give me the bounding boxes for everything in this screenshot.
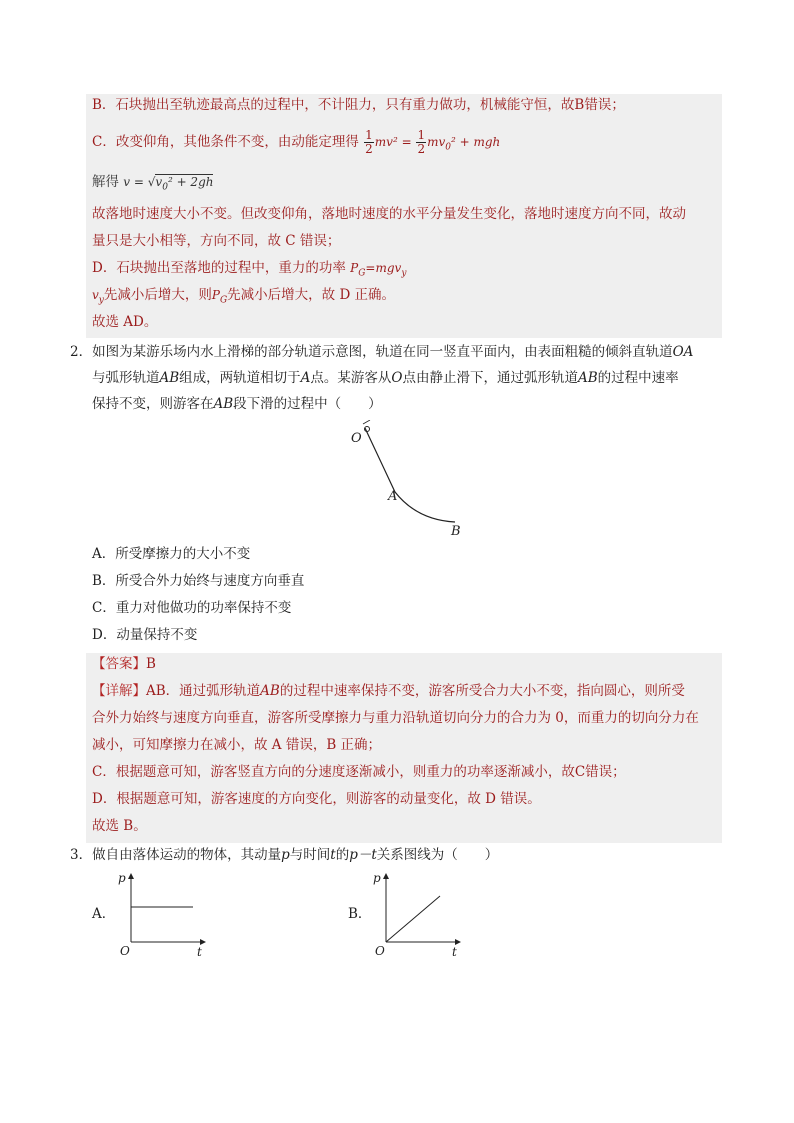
- answer-tag: 【答案】: [92, 656, 146, 672]
- q2-stem-1-text: 如图为某游乐场内水上滑梯的部分轨道示意图，轨道在同一竖直平面内，由表面粗糙的倾斜直轨道: [92, 344, 673, 360]
- axis-t-label: t: [452, 945, 457, 959]
- q3-stem-a: 做自由落体运动的物体，其动量: [92, 847, 282, 863]
- q1-vy: $v_y$: [92, 288, 104, 306]
- detail-tag: 【详解】: [92, 683, 146, 699]
- q1-conclusion: 故选 AD。: [92, 314, 158, 330]
- q1-formula-right: $mv_0^2$ + mgh: [427, 135, 501, 153]
- q1-solution-c: [92, 128, 500, 161]
- axis-t-label: t: [197, 945, 202, 959]
- q2-option-c[interactable]: C．重力对他做功的功率保持不变: [92, 600, 292, 616]
- q1-solve: [92, 172, 213, 197]
- answer-value: B: [146, 656, 156, 672]
- q3-graph-a[interactable]: [115, 868, 215, 963]
- q3-stem-c: 的: [335, 847, 350, 863]
- q2-option-d[interactable]: D．动量保持不变: [92, 627, 198, 643]
- q3-option-b-label[interactable]: B．: [348, 906, 372, 922]
- diagonal-line: [386, 896, 440, 942]
- q1-solution-d2: [92, 285, 395, 310]
- q3-number: 3．: [70, 847, 93, 863]
- q2-stem-3: [92, 394, 382, 414]
- q1-solution-d2-end: 先减小后增大，故 D 正确。: [227, 287, 396, 303]
- q1-solve-formula: $v = √v_0^2 + 2gh$: [123, 175, 214, 193]
- q2-stem-3b: 段下滑的过程中（ ）: [233, 396, 382, 412]
- q1-formula-left: mv² =: [374, 135, 416, 149]
- q3-stem-d: 关系图线为（ ）: [376, 847, 499, 863]
- q2-option-b[interactable]: B．所受合外力始终与速度方向垂直: [92, 573, 305, 589]
- q3-var-p: p: [281, 847, 290, 863]
- axis-p-label: p: [373, 871, 381, 885]
- q2-var-ab-2: AB: [578, 370, 598, 386]
- q2-detail-3: 减小，可知摩擦力在减小，故 A 错误，B 正确；: [92, 737, 382, 753]
- q2-number: 2．: [70, 344, 93, 360]
- q1-power-formula: $P_G=mgv_y$: [350, 261, 407, 279]
- q2-detail-1: [92, 681, 685, 701]
- q1-solution-c2: 故落地时速度大小不变。但改变仰角，落地时速度的水平分量发生变化，落地时速度方向不同，故动: [92, 206, 686, 222]
- q2-var-oa: OA: [672, 344, 694, 360]
- q2-track-diagram: [345, 420, 475, 540]
- q2-conclusion: 故选 B。: [92, 818, 147, 834]
- q2-var-a: A: [300, 370, 311, 386]
- q3-graph-b[interactable]: [370, 868, 470, 963]
- origin-label: O: [120, 944, 130, 958]
- origin-label: O: [375, 944, 385, 958]
- q2-stem-2d: 点由静止滑下，通过弧形轨道: [402, 370, 578, 386]
- q2-option-a[interactable]: A．所受摩擦力的大小不变: [92, 546, 251, 562]
- axis-p-label: p: [118, 871, 126, 885]
- start-tick: [363, 420, 370, 424]
- q2-stem-2b: 组成，两轨道相切于: [179, 370, 301, 386]
- q2-detail-4: C．根据题意可知，游客竖直方向的分速度逐渐减小，则重力的功率逐渐减小，故C错误；: [92, 764, 626, 780]
- q1-solution-d2-text: 先减小后增大，则: [103, 287, 212, 303]
- q3-option-a-label[interactable]: A．: [92, 906, 116, 922]
- q2-stem-2a: 与弧形轨道: [92, 370, 160, 386]
- q2-stem-2c: 点。某游客从: [310, 370, 392, 386]
- q3-var-t: t: [330, 847, 336, 863]
- q2-detail-1a: AB．通过弧形轨道: [146, 683, 261, 699]
- q2-stem-2e: 的过程中速率: [597, 370, 679, 386]
- half-fraction: $\frac{1}{2}$: [417, 128, 426, 156]
- q2-var-ab-3: AB: [213, 396, 234, 412]
- q2-stem-2: [92, 368, 679, 388]
- q2-detail-5: D．根据题意可知，游客速度的方向变化，则游客的动量变化，故 D 错误。: [92, 791, 541, 807]
- q2-var-o: O: [391, 370, 403, 386]
- q2-answer: [92, 654, 156, 674]
- q1-solution-c-text: C．改变仰角，其他条件不变，由动能定理得: [92, 134, 359, 150]
- track-curve: [365, 428, 455, 522]
- q2-detail-var-ab: AB: [260, 683, 280, 699]
- q2-var-ab: AB: [159, 370, 180, 386]
- q2-detail-1b: 的过程中速率保持不变，游客所受合力大小不变，指向圆心，则所受: [279, 683, 685, 699]
- q2-stem-1: [70, 342, 693, 362]
- q1-solution-d1: [92, 258, 406, 283]
- q1-solve-text: 解得: [92, 174, 119, 190]
- label-b: B: [451, 524, 461, 539]
- q2-detail-2: 合外力始终与速度方向垂直，游客所受摩擦力与重力沿轨道切向分力的合力为 0，而重力的切向分力在: [92, 710, 699, 726]
- q3-stem: [70, 845, 498, 865]
- label-a: A: [388, 489, 398, 504]
- q1-solution-c3: 量只是大小相等，方向不同，故 C 错误；: [92, 233, 341, 249]
- label-o: O: [351, 431, 362, 446]
- q3-stem-b: 与时间: [289, 847, 331, 863]
- half-fraction: $\frac{1}{2}$: [365, 128, 373, 156]
- q1-solution-d1-text: D．石块抛出至落地的过程中，重力的功率: [92, 260, 346, 276]
- q1-pg: $P_G$: [211, 288, 228, 306]
- q3-var-pt: p－t: [349, 847, 377, 863]
- q1-solution-b: B．石块抛出至轨迹最高点的过程中，不计阻力，只有重力做功，机械能守恒，故B错误；: [92, 97, 625, 113]
- q2-stem-3a: 保持不变，则游客在: [92, 396, 214, 412]
